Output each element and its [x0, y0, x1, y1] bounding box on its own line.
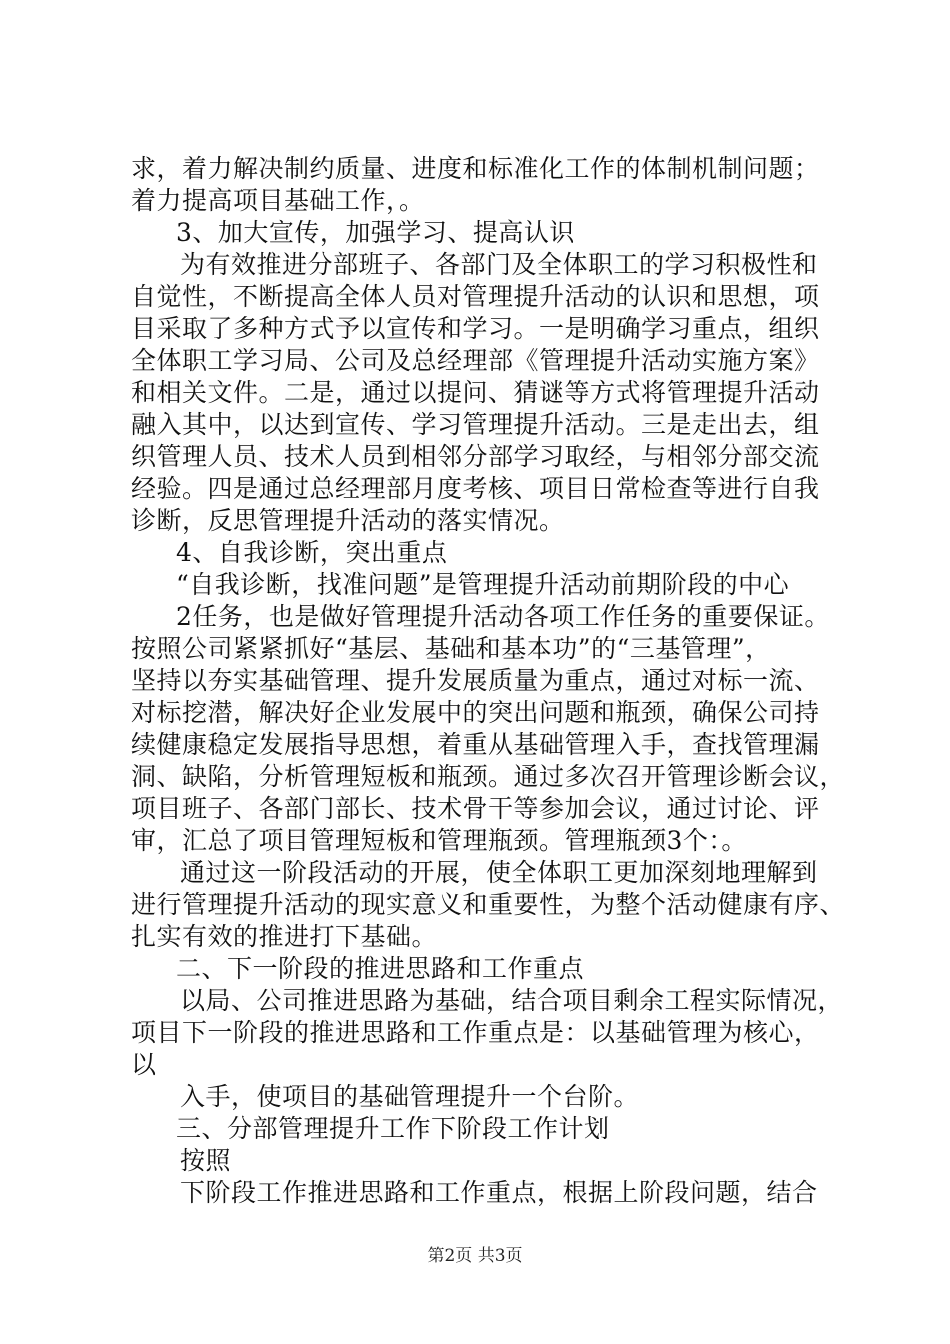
text-line-7: 全体职工学习局、公司及总经理部《管理提升活动实施方案》	[131, 346, 820, 375]
section-heading-2: 二、下一阶段的推进思路和工作重点	[176, 954, 585, 983]
text-line-25: 扎实有效的推进打下基础。	[131, 922, 438, 951]
text-line-1: 求，着力解决制约质量、进度和标准化工作的体制机制问题；	[131, 154, 820, 183]
text-line-22: 审，汇总了项目管理短板和管理瓶颈。管理瓶颈3个：。	[131, 826, 747, 855]
section-heading-3: 三、分部管理提升工作下阶段工作计划	[176, 1114, 610, 1143]
text-line-32: 按照	[180, 1146, 232, 1175]
text-line-4: 为有效推进分部班子、各部门及全体职工的学习积极性和	[180, 250, 818, 279]
text-line-15: 2任务，也是做好管理提升活动各项工作任务的重要保证。	[176, 602, 830, 631]
page-footer: 第2页 共3页	[427, 1246, 523, 1266]
heading-4: 4、自我诊断，突出重点	[176, 538, 448, 567]
text-line-24: 进行管理提升活动的现实意义和重要性，为整个活动健康有序、	[131, 890, 846, 919]
text-line-23: 通过这一阶段活动的开展，使全体职工更加深刻地理解到	[180, 858, 818, 887]
text-line-30: 入手，使项目的基础管理提升一个台阶。	[180, 1082, 640, 1111]
text-line-20: 洞、缺陷，分析管理短板和瓶颈。通过多次召开管理诊断会议，	[131, 762, 846, 791]
text-line-9: 融入其中，以达到宣传、学习管理提升活动。三是走出去，组	[131, 410, 820, 439]
text-line-33: 下阶段工作推进思路和工作重点，根据上阶段问题，结合	[180, 1178, 818, 1207]
text-line-6: 目采取了多种方式予以宣传和学习。一是明确学习重点，组织	[131, 314, 820, 343]
text-line-17: 坚持以夯实基础管理、提升发展质量为重点，通过对标一流、	[131, 666, 820, 695]
text-line-27: 以局、公司推进思路为基础，结合项目剩余工程实际情况，	[180, 986, 844, 1015]
text-line-19: 续健康稳定发展指导思想，着重从基础管理入手，查找管理漏	[131, 730, 820, 759]
text-line-16: 按照公司紧紧抓好“基层、基础和基本功”的“三基管理”，	[131, 634, 771, 663]
text-line-11: 经验。四是通过总经理部月度考核、项目日常检查等进行自我	[131, 474, 820, 503]
text-line-28: 项目下一阶段的推进思路和工作重点是：以基础管理为核心，	[131, 1018, 820, 1047]
text-line-21: 项目班子、各部门部长、技术骨干等参加会议，通过讨论、评	[131, 794, 820, 823]
text-line-5: 自觉性，不断提高全体人员对管理提升活动的认识和思想，项	[131, 282, 820, 311]
text-line-2: 着力提高项目基础工作，。	[131, 186, 425, 215]
text-line-18: 对标挖潜，解决好企业发展中的突出问题和瓶颈，确保公司持	[131, 698, 820, 727]
text-line-12: 诊断，反思管理提升活动的落实情况。	[131, 506, 565, 535]
text-line-14: “自我诊断，找准问题”是管理提升活动前期阶段的中心	[176, 570, 790, 599]
text-line-29: 以	[131, 1050, 157, 1079]
text-line-8: 和相关文件。二是，通过以提问、猜谜等方式将管理提升活动	[131, 378, 820, 407]
text-line-10: 织管理人员、技术人员到相邻分部学习取经，与相邻分部交流	[131, 442, 820, 471]
heading-3: 3、加大宣传，加强学习、提高认识	[176, 218, 575, 247]
